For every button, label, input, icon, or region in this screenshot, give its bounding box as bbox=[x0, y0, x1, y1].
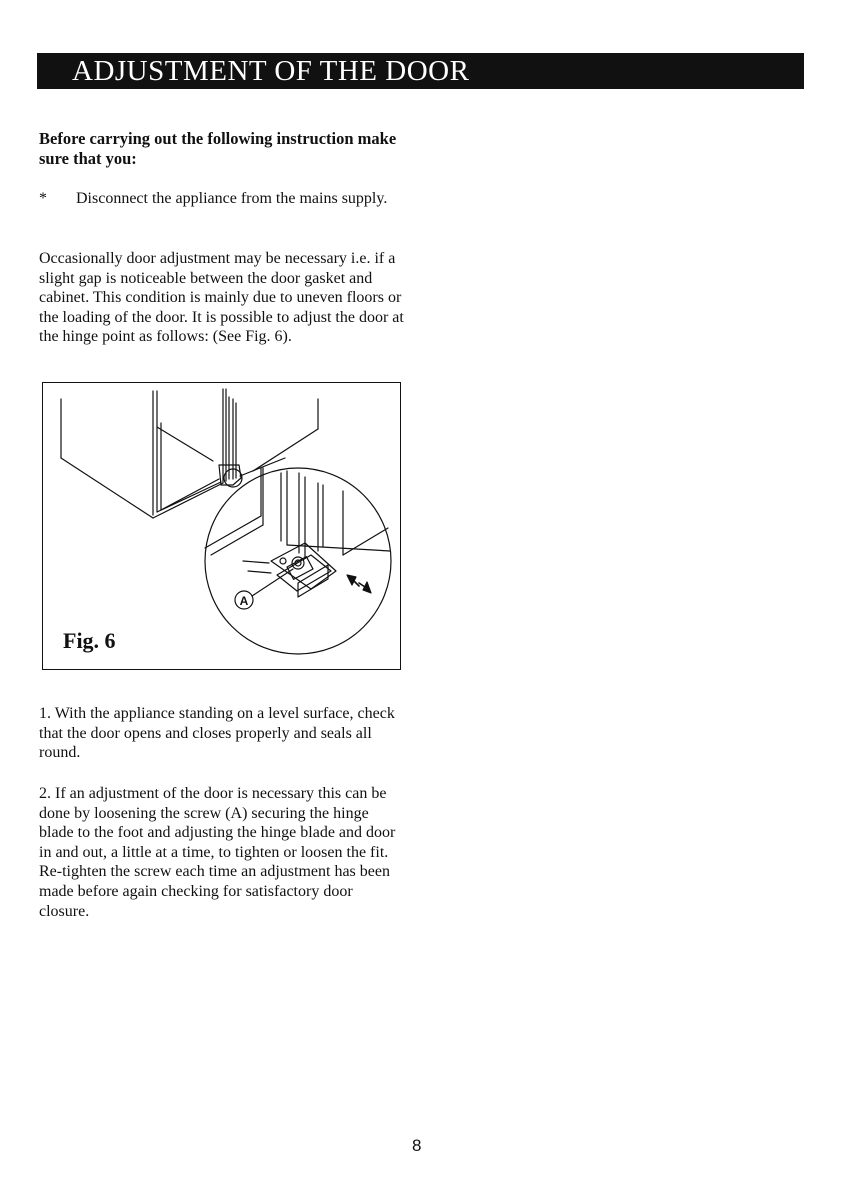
arrow-right-icon bbox=[363, 582, 371, 593]
precaution-heading: Before carrying out the following instruction make sure that you: bbox=[39, 129, 397, 168]
title-bar bbox=[37, 53, 804, 89]
arrow-left-icon bbox=[347, 575, 356, 585]
hinge-diagram bbox=[43, 383, 400, 669]
callout-a-label: A bbox=[239, 594, 249, 608]
intro-paragraph: Occasionally door adjustment may be necessary i.e. if a slight gap is noticeable between the door gasket and cabinet. This condition is mainly due to uneven floors or the loading of the door. It is possible to adjust the door at the hinge point as follows: (See Fig. 6). bbox=[39, 250, 404, 346]
bullet-text: Disconnect the appliance from the mains supply. bbox=[76, 190, 388, 207]
figure-6 bbox=[42, 382, 401, 670]
step-1-text: 1. With the appliance standing on a level surface, check that the door opens and closes properly and seals all round. bbox=[39, 705, 395, 762]
bullet-asterisk: * bbox=[39, 190, 47, 207]
step-2-text: 2. If an adjustment of the door is necessary this can be done by loosening the screw (A) securing the hinge blade to the foot and adjusting the hinge blade and door in and out, a little at a time, to tighten or loosen the fit. Re-tighten the screw each time an adjustment has been made before again checking for satisfactory door closure. bbox=[39, 785, 396, 920]
figure-label: Fig. 6 bbox=[63, 628, 116, 653]
page-title: ADJUSTMENT OF THE DOOR bbox=[72, 55, 470, 87]
page-number: 8 bbox=[412, 1136, 422, 1155]
